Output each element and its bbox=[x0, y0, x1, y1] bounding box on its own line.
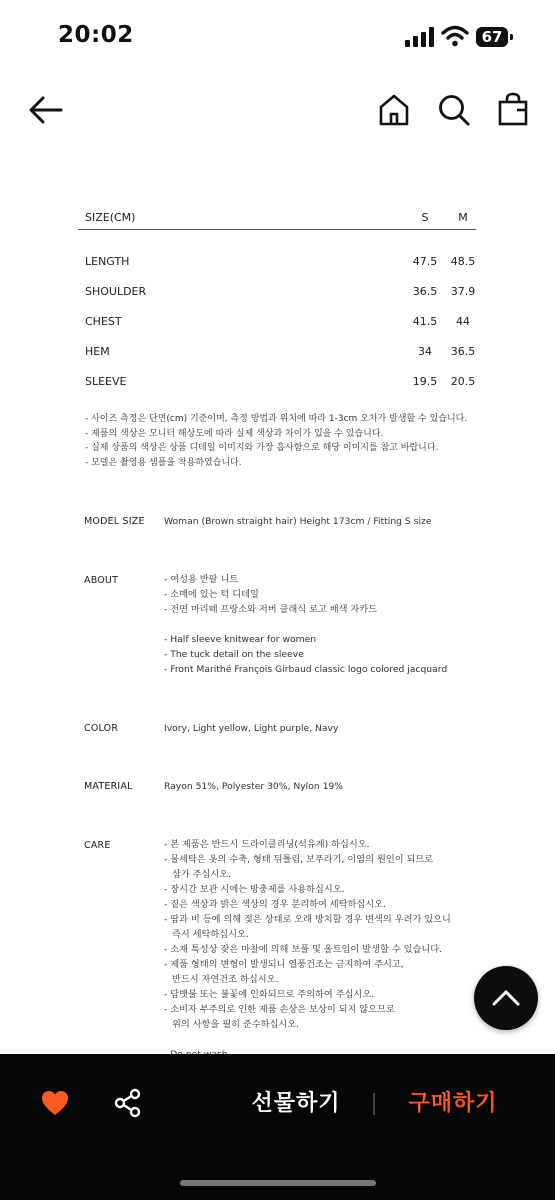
model-size-value bbox=[164, 514, 539, 529]
care-line bbox=[164, 1032, 539, 1047]
size-value-m: 48.5 bbox=[450, 255, 476, 268]
size-measure: CHEST bbox=[85, 315, 122, 328]
about-line: - 여성용 반팔 니트 bbox=[164, 574, 239, 585]
battery-indicator bbox=[476, 27, 516, 47]
note-line: - 제품의 색상은 모니터 해상도에 따라 실제 색상과 차이가 있을 수 있습니다. bbox=[85, 428, 384, 439]
size-header-m: M bbox=[458, 211, 468, 224]
bottom-action-bar bbox=[0, 1054, 555, 1200]
chevron-up-icon bbox=[474, 966, 538, 1030]
table-row bbox=[78, 276, 476, 306]
care-line: - 소재 특성상 잦은 마찰에 의해 보풀 및 올트임이 발생할 수 있습니다. bbox=[164, 944, 442, 955]
table-row bbox=[78, 366, 476, 396]
care-line: - 담뱃불 또는 불꽃에 인화되므로 주의하여 주십시오. bbox=[164, 989, 375, 1000]
size-value-m: 44 bbox=[456, 315, 470, 328]
care-line: - 본 제품은 반드시 드라이클리닝(석유계) 하십시오. bbox=[164, 839, 370, 850]
color-label: COLOR bbox=[84, 723, 119, 734]
color-line: Ivory, Light yellow, Light purple, Navy bbox=[164, 723, 339, 734]
model-size-line: Woman (Brown straight hair) Height 173cm / Fitting S size bbox=[164, 516, 432, 527]
size-value-m: 36.5 bbox=[450, 345, 476, 358]
material-value bbox=[164, 779, 539, 794]
care-line: 즉시 세탁하십시오. bbox=[172, 929, 249, 940]
size-value-s: 19.5 bbox=[412, 375, 438, 388]
about-line: - Front Marithé François Girbaud classic logo colored jacquard bbox=[164, 664, 448, 675]
scroll-top-button[interactable] bbox=[474, 966, 538, 1030]
about-line bbox=[164, 617, 539, 632]
model-size-label: MODEL SIZE bbox=[84, 516, 145, 527]
bar-divider bbox=[373, 1093, 375, 1115]
status-bar bbox=[0, 0, 555, 70]
table-row bbox=[78, 306, 476, 336]
size-value-m: 20.5 bbox=[450, 375, 476, 388]
note-line: - 모델은 촬영용 샘플을 착용하였습니다. bbox=[85, 457, 242, 468]
gift-button[interactable]: 선물하기 bbox=[251, 1091, 341, 1116]
color-value bbox=[164, 721, 539, 736]
size-table-header bbox=[78, 205, 476, 230]
size-table bbox=[78, 205, 476, 396]
material-label: MATERIAL bbox=[84, 781, 133, 792]
size-measure: SLEEVE bbox=[85, 375, 127, 388]
size-value-s: 36.5 bbox=[412, 285, 438, 298]
about-line: - The tuck detail on the sleeve bbox=[164, 649, 304, 660]
size-header-s: S bbox=[421, 211, 429, 224]
about-line: - 소매에 있는 턱 디테일 bbox=[164, 589, 259, 600]
size-value-m: 37.9 bbox=[450, 285, 476, 298]
care-line: - 제품 형태의 변형이 발생되니 열풍건조는 금지하여 주시고, bbox=[164, 959, 404, 970]
size-notes bbox=[85, 412, 485, 470]
care-line: 위의 사항을 필히 준수하십시오. bbox=[172, 1019, 300, 1030]
size-measure: LENGTH bbox=[85, 255, 130, 268]
care-line: - 장시간 보관 시에는 방충제를 사용하십시오. bbox=[164, 884, 345, 895]
shopping-bag-icon[interactable] bbox=[497, 92, 529, 126]
care-line: - 소비자 부주의로 인한 제품 손상은 보상이 되지 않으므로 bbox=[164, 1004, 395, 1015]
home-indicator bbox=[180, 1180, 376, 1186]
table-row bbox=[78, 336, 476, 366]
about-line: - Half sleeve knitwear for women bbox=[164, 634, 317, 645]
size-value-s: 34 bbox=[418, 345, 432, 358]
about-value bbox=[164, 572, 539, 677]
home-icon[interactable] bbox=[378, 93, 410, 127]
care-line: - 물세탁은 옷의 수축, 형태 뒤틀림, 보푸라기, 이염의 원인이 되므로 bbox=[164, 854, 434, 865]
battery-level: 67 bbox=[481, 28, 503, 46]
wifi-icon bbox=[441, 25, 469, 47]
status-time: 20:02 bbox=[58, 22, 134, 48]
about-line: - 전면 마리떼 프랑소와 저버 클래식 로고 배색 자카드 bbox=[164, 604, 378, 615]
note-line: - 실제 상품의 색상은 상품 디테일 이미지와 가장 흡사함으로 해당 이미지를 참고 바랍니다. bbox=[85, 443, 439, 454]
care-line: 삼가 주십시오. bbox=[172, 869, 232, 880]
signal-icon bbox=[405, 27, 435, 47]
about-label: ABOUT bbox=[84, 575, 119, 586]
care-line: - 땀과 비 등에 의해 젖은 상태로 오래 방치할 경우 변색의 우려가 있으니 bbox=[164, 914, 451, 925]
size-header-label: SIZE(CM) bbox=[85, 211, 136, 224]
care-line: 반드시 자연건조 하십시오. bbox=[172, 974, 279, 985]
heart-icon[interactable] bbox=[40, 1089, 70, 1117]
table-row bbox=[78, 246, 476, 276]
buy-button[interactable]: 구매하기 bbox=[408, 1091, 498, 1116]
size-value-s: 41.5 bbox=[412, 315, 438, 328]
size-value-s: 47.5 bbox=[412, 255, 438, 268]
material-line: Rayon 51%, Polyester 30%, Nylon 19% bbox=[164, 781, 343, 792]
search-icon[interactable] bbox=[437, 93, 471, 127]
care-line: - 짙은 색상과 밝은 색상의 경우 분리하여 세탁하십시오. bbox=[164, 899, 386, 910]
care-label: CARE bbox=[84, 840, 111, 851]
share-icon[interactable] bbox=[113, 1088, 143, 1118]
note-line: - 사이즈 측정은 단면(cm) 기준이며, 측정 방법과 위치에 따라 1-3cm 오차가 발생할 수 있습니다. bbox=[85, 414, 468, 424]
size-measure: HEM bbox=[85, 345, 110, 358]
size-measure: SHOULDER bbox=[85, 285, 147, 298]
arrow-left-icon[interactable] bbox=[26, 92, 66, 128]
